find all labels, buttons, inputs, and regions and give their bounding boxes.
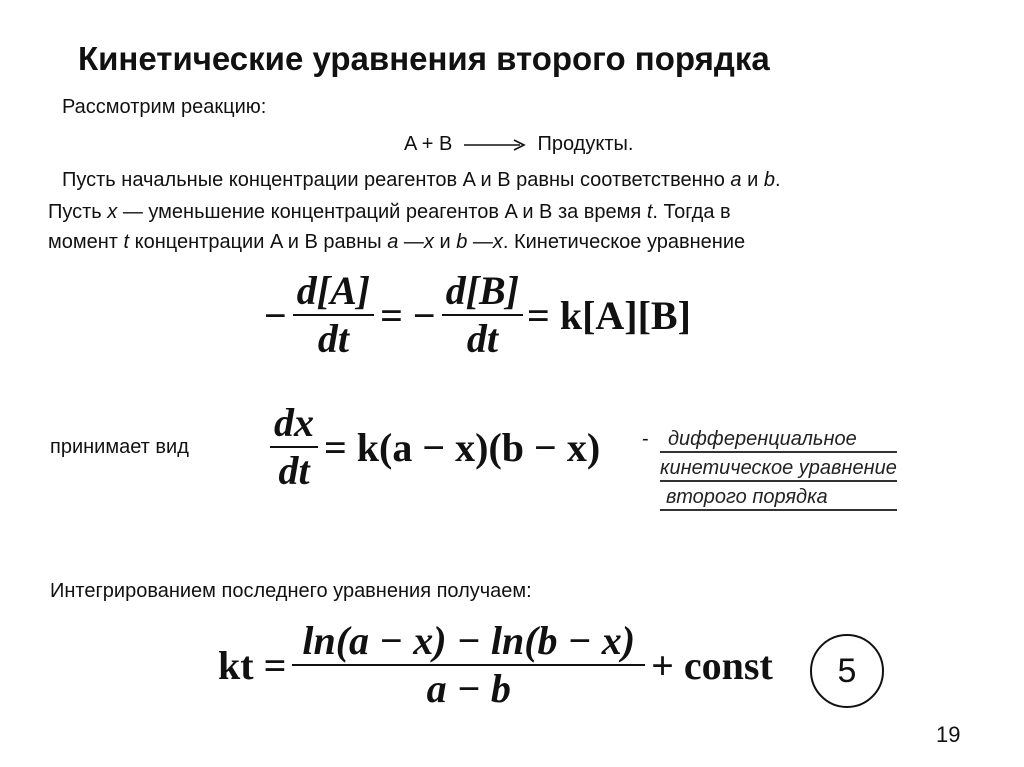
reaction-arrow-icon: [464, 139, 526, 151]
text-span: — уменьшение концентраций реагентов A и B за время: [117, 201, 647, 223]
text-span: Пусть начальные концентрации реагентов A и B равны соответственно: [62, 169, 731, 191]
text-span: . Кинетическое уравнение: [502, 231, 746, 253]
integrated-equation: [218, 618, 779, 712]
minus-sign: −: [264, 292, 287, 338]
fraction-dx-dt: [270, 400, 318, 494]
fraction-ln: [292, 618, 645, 712]
text-span: и: [433, 231, 457, 253]
denominator: dt: [278, 448, 310, 493]
var-t: t: [123, 231, 130, 253]
differential-note: [660, 428, 897, 515]
denominator: dt: [317, 316, 350, 361]
rate-rhs: = k[A][B]: [527, 292, 691, 338]
numerator: d[A]: [293, 268, 374, 316]
text-span: —: [398, 231, 424, 253]
equals-minus: = −: [380, 292, 436, 338]
differential-equation: [270, 400, 606, 494]
numerator: d[B]: [442, 268, 523, 316]
var-b: b: [763, 169, 775, 191]
text-span: .: [774, 169, 781, 191]
reaction-line: [404, 133, 633, 156]
var-x: x: [423, 231, 434, 253]
equation-number-badge: [810, 634, 884, 708]
reaction-products: Продукты.: [537, 133, 634, 155]
var-x: x: [492, 231, 503, 253]
integrated-const: + const: [651, 642, 773, 688]
var-a: a: [730, 169, 742, 191]
takes-form-label: принимает вид: [50, 436, 189, 458]
page-number: 19: [936, 722, 961, 747]
var-b: b: [456, 231, 468, 253]
text-span: момент: [48, 231, 124, 253]
denominator: dt: [466, 316, 498, 361]
numerator: dx: [270, 400, 318, 448]
text-span: Пусть: [48, 201, 108, 223]
var-t: t: [646, 201, 653, 223]
text-span: —: [467, 231, 493, 253]
note-line: кинетическое уравнение: [660, 457, 897, 482]
differential-rhs: = k(a − x)(b − x): [324, 424, 601, 470]
paragraph-initial-concentrations: [62, 169, 781, 192]
reaction-reactants: A + B: [404, 133, 453, 155]
note-line: дифференциальное: [660, 428, 897, 453]
note-dash: -: [642, 428, 649, 450]
slide-title: Кинетические уравнения второго порядка: [78, 40, 770, 77]
rate-equation: [258, 268, 697, 362]
denominator: a − b: [426, 666, 511, 711]
paragraph-decrease-line1: [48, 201, 731, 224]
integration-text: Интегрированием последнего уравнения получаем:: [50, 580, 532, 602]
intro-text: Рассмотрим реакцию:: [62, 96, 267, 118]
fraction-dB-dt: [442, 268, 523, 362]
text-span: и: [741, 169, 764, 191]
numerator: ln(a − x) − ln(b − x): [292, 618, 645, 666]
equation-number: 5: [837, 651, 857, 690]
paragraph-decrease-line2: [48, 231, 745, 254]
fraction-dA-dt: [293, 268, 374, 362]
var-x: x: [107, 201, 118, 223]
integrated-lhs: kt =: [218, 642, 287, 688]
text-span: концентрации A и B равны: [129, 231, 388, 253]
var-a: a: [387, 231, 399, 253]
text-span: . Тогда в: [652, 201, 731, 223]
note-line: второго порядка: [660, 486, 897, 511]
